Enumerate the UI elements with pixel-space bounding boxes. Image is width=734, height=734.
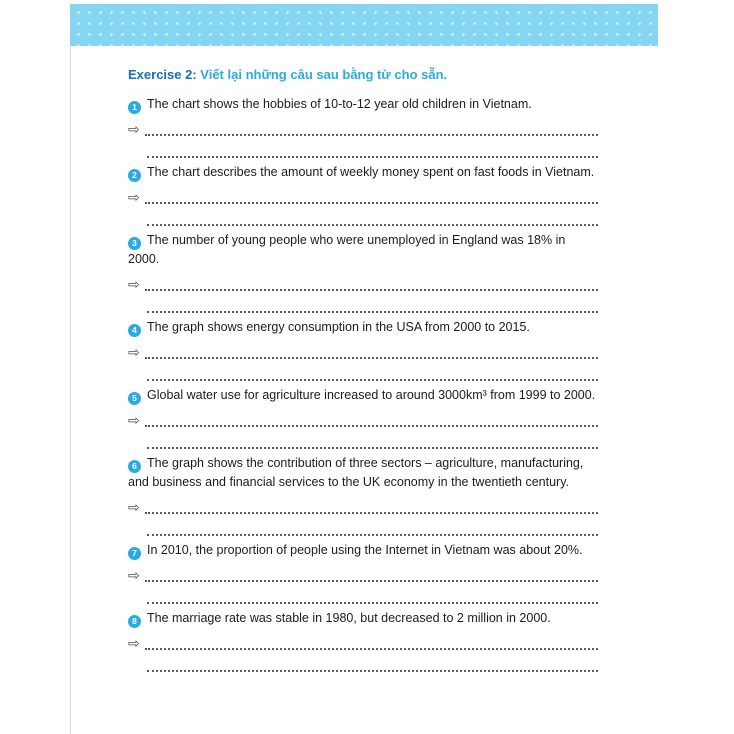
answer-dotted-line (147, 531, 598, 536)
answer-row-second (128, 359, 598, 381)
item-number: 6 (132, 461, 137, 471)
page-body (70, 46, 658, 734)
item-number-badge (128, 237, 141, 250)
item-number: 2 (132, 170, 137, 180)
answer-row-first (128, 492, 598, 514)
answer-dotted-line (147, 599, 598, 604)
arrow-right-icon: ⇨ (128, 499, 140, 515)
arrow-right-icon: ⇨ (128, 121, 140, 137)
answer-dotted-line (145, 354, 598, 359)
item-number-badge (128, 615, 141, 628)
answer-dotted-line (147, 376, 598, 381)
decorative-dotted-band (70, 4, 658, 46)
item-number-badge (128, 547, 141, 560)
answer-row-first (128, 269, 598, 291)
answer-dotted-line (145, 645, 598, 650)
exercise-item (128, 95, 598, 158)
answer-dotted-line (147, 667, 598, 672)
item-number: 3 (132, 238, 137, 248)
answer-dotted-line (147, 444, 598, 449)
item-text: The chart describes the amount of weekly money spent on fast foods in Vietnam. (147, 165, 595, 179)
item-number-badge (128, 392, 141, 405)
item-number: 4 (132, 325, 137, 335)
exercise-item (128, 541, 598, 604)
item-number: 7 (132, 548, 137, 558)
answer-row-second (128, 291, 598, 313)
arrow-right-icon: ⇨ (128, 189, 140, 205)
item-number: 5 (132, 393, 137, 403)
item-number: 1 (132, 102, 137, 112)
answer-dotted-line (147, 221, 598, 226)
item-text: In 2010, the proportion of people using the Internet in Vietnam was about 20%. (147, 543, 583, 557)
item-text: Global water use for agriculture increased to around 3000km³ from 1999 to 2000. (147, 388, 596, 402)
workbook-page (70, 4, 658, 734)
answer-dotted-line (145, 199, 598, 204)
answer-row-second (128, 514, 598, 536)
item-sentence (128, 541, 598, 560)
exercise-item (128, 163, 598, 226)
answer-row-first (128, 114, 598, 136)
answer-row-second (128, 204, 598, 226)
exercise-item (128, 609, 598, 672)
exercise-item (128, 454, 598, 536)
item-text: The graph shows energy consumption in the USA from 2000 to 2015. (147, 320, 530, 334)
exercise-item (128, 386, 598, 449)
answer-row-first (128, 405, 598, 427)
answer-row-first (128, 560, 598, 582)
item-sentence (128, 609, 598, 628)
answer-dotted-line (147, 308, 598, 313)
item-sentence (128, 163, 598, 182)
exercise-title (128, 66, 598, 83)
item-sentence (128, 318, 598, 337)
answer-row-first (128, 628, 598, 650)
exercise-instruction: Viết lại những câu sau bằng từ cho sẵn. (196, 67, 448, 82)
exercise-item (128, 231, 598, 313)
item-number-badge (128, 324, 141, 337)
item-text: The chart shows the hobbies of 10-to-12 year old children in Vietnam. (147, 97, 532, 111)
arrow-right-icon: ⇨ (128, 567, 140, 583)
answer-row-second (128, 650, 598, 672)
answer-dotted-line (145, 509, 598, 514)
answer-row-second (128, 136, 598, 158)
answer-dotted-line (147, 153, 598, 158)
answer-row-second (128, 427, 598, 449)
answer-row-first (128, 337, 598, 359)
answer-row-first (128, 182, 598, 204)
answer-dotted-line (145, 577, 598, 582)
item-sentence (128, 386, 598, 405)
exercise-label: Exercise 2: (128, 67, 197, 82)
arrow-right-icon: ⇨ (128, 635, 140, 651)
item-number-badge (128, 169, 141, 182)
answer-row-second (128, 582, 598, 604)
item-sentence (128, 95, 598, 114)
exercise-list (128, 95, 598, 672)
item-number: 8 (132, 616, 137, 626)
arrow-right-icon: ⇨ (128, 276, 140, 292)
exercise-item (128, 318, 598, 381)
item-sentence (128, 231, 598, 269)
item-text: The graph shows the contribution of three sectors – agriculture, manufacturing, and business and financial services to the UK economy in the twentieth century. (128, 456, 584, 489)
answer-dotted-line (145, 286, 598, 291)
arrow-right-icon: ⇨ (128, 344, 140, 360)
exercise-content (128, 66, 598, 672)
answer-dotted-line (145, 422, 598, 427)
item-text: The marriage rate was stable in 1980, but decreased to 2 million in 2000. (147, 611, 551, 625)
item-number-badge (128, 460, 141, 473)
answer-dotted-line (145, 131, 598, 136)
item-text: The number of young people who were unemployed in England was 18% in 2000. (128, 233, 566, 266)
arrow-right-icon: ⇨ (128, 412, 140, 428)
item-number-badge (128, 101, 141, 114)
item-sentence (128, 454, 598, 492)
